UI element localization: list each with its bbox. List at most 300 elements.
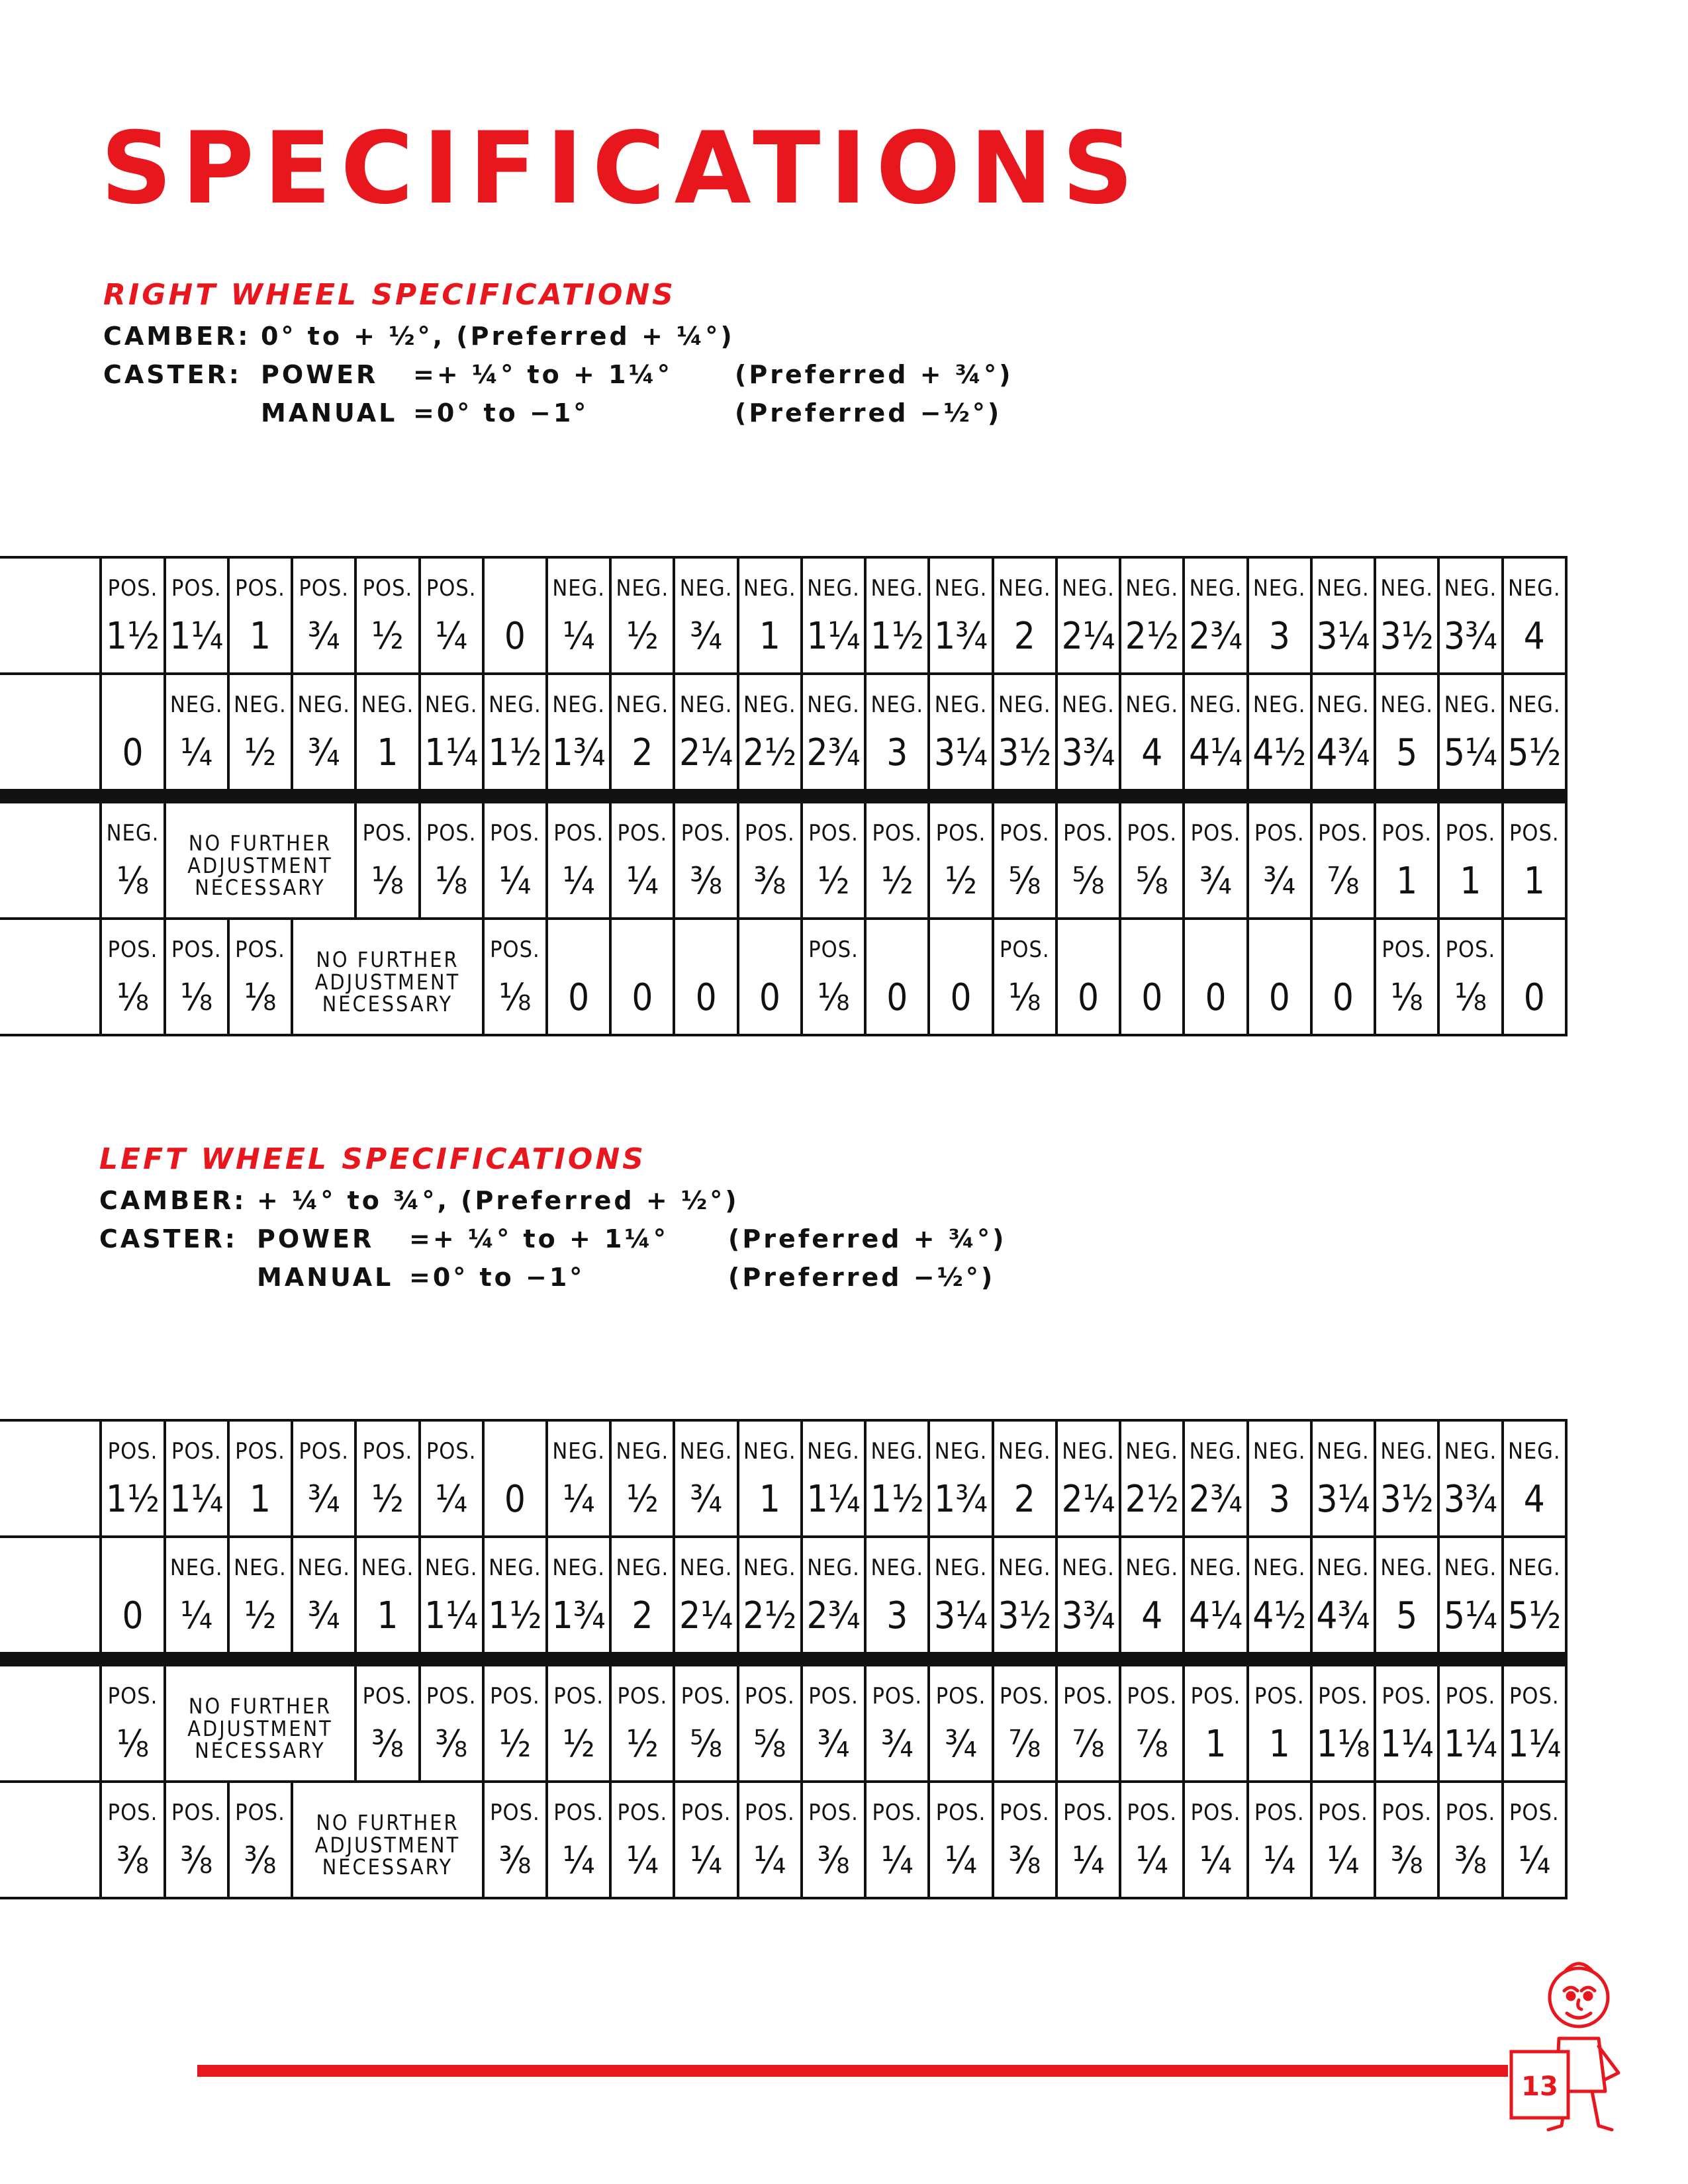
spec-cell xyxy=(228,674,292,796)
direction-label: POS. xyxy=(171,575,222,602)
direction-label: POS. xyxy=(107,575,158,602)
direction-label: NEG. xyxy=(169,1555,223,1581)
table-row xyxy=(0,796,1566,919)
nfa-line: NO FURTHER xyxy=(316,1810,459,1835)
degree-value: ⅛ xyxy=(371,860,404,903)
degree-value: 1 xyxy=(249,615,271,658)
right-manual-value: =0° to −1° xyxy=(413,398,589,428)
spec-cell xyxy=(420,1537,483,1659)
spec-cell xyxy=(1503,1537,1566,1659)
left-camber-value: + ¼° to ¾°, (Preferred + ½°) xyxy=(257,1186,739,1215)
direction-label: POS. xyxy=(1190,820,1241,846)
spec-cell xyxy=(547,557,610,674)
degree-value: ⅝ xyxy=(753,1723,786,1766)
degree-value: ¼ xyxy=(435,615,468,658)
spec-cell xyxy=(1438,1537,1502,1659)
spec-cell xyxy=(1438,796,1502,919)
degree-value: 0 xyxy=(1141,976,1163,1019)
spec-cell xyxy=(101,796,164,919)
spec-cell xyxy=(483,796,547,919)
spec-cell xyxy=(420,796,483,919)
spec-cell xyxy=(228,1537,292,1659)
direction-label: POS. xyxy=(171,1799,222,1826)
page-title: SPECIFICATIONS xyxy=(101,111,1143,226)
degree-value: 1¼ xyxy=(806,615,861,658)
nfa-line: NO FURTHER xyxy=(188,831,332,856)
no-further-adjustment-cell xyxy=(292,1782,483,1898)
spec-cell xyxy=(802,1537,865,1659)
spec-cell xyxy=(1248,674,1311,796)
degree-value: 1 xyxy=(249,1478,271,1521)
spec-cell xyxy=(1120,1659,1184,1782)
no-further-adjustment-text xyxy=(166,1696,355,1762)
spec-cell xyxy=(101,1420,164,1537)
degree-value: ⅝ xyxy=(1135,860,1168,903)
direction-label: NEG. xyxy=(424,1555,478,1581)
right-wheel-table xyxy=(0,556,1568,1036)
spec-cell xyxy=(1184,1420,1247,1537)
direction-label: NEG. xyxy=(743,692,796,718)
spec-cell xyxy=(1375,1420,1438,1537)
spec-cell xyxy=(674,1420,737,1537)
spec-cell xyxy=(929,796,992,919)
degree-value: ¼ xyxy=(562,860,595,903)
spec-cell xyxy=(483,1537,547,1659)
direction-label: NEG. xyxy=(870,1555,924,1581)
direction-label: POS. xyxy=(235,936,285,963)
spec-cell xyxy=(674,1659,737,1782)
direction-label: POS. xyxy=(1318,820,1368,846)
degree-value: ¼ xyxy=(562,1839,595,1882)
direction-label: NEG. xyxy=(998,1555,1051,1581)
degree-value: ¾ xyxy=(1263,860,1296,903)
direction-label: NEG. xyxy=(1189,692,1243,718)
spec-cell xyxy=(547,1537,610,1659)
spec-cell xyxy=(101,1537,164,1659)
direction-label: NEG. xyxy=(679,1555,733,1581)
spec-cell xyxy=(1248,1659,1311,1782)
direction-label: POS. xyxy=(1318,1799,1368,1826)
degree-value: ⅜ xyxy=(371,1723,404,1766)
direction-label: NEG. xyxy=(870,575,924,602)
spec-cell xyxy=(610,919,674,1035)
degree-value: 3¾ xyxy=(1443,1478,1497,1521)
degree-value: 4½ xyxy=(1252,731,1307,774)
direction-label: POS. xyxy=(235,1799,285,1826)
spec-cell xyxy=(483,1782,547,1898)
spec-cell xyxy=(228,1782,292,1898)
degree-value: 1 xyxy=(377,731,399,774)
spec-cell xyxy=(1503,674,1566,796)
degree-value: 0 xyxy=(1077,976,1100,1019)
spec-cell xyxy=(547,796,610,919)
left-camber-label: CAMBER: xyxy=(99,1186,247,1215)
no-further-adjustment-text xyxy=(293,949,482,1016)
direction-label: NEG. xyxy=(1507,692,1561,718)
spec-cell xyxy=(101,1782,164,1898)
degree-value: 1¼ xyxy=(1443,1723,1497,1766)
degree-value: 0 xyxy=(1523,976,1545,1019)
degree-value: 0 xyxy=(568,976,590,1019)
spec-cell xyxy=(802,919,865,1035)
spec-cell xyxy=(1056,1537,1120,1659)
degree-value: ⅛ xyxy=(1390,976,1423,1019)
spec-cell xyxy=(1184,1659,1247,1782)
spec-cell xyxy=(355,674,419,796)
direction-label: POS. xyxy=(745,1683,795,1709)
direction-label: NEG. xyxy=(1062,692,1115,718)
direction-label: NEG. xyxy=(1125,692,1179,718)
degree-value: 3¼ xyxy=(1316,615,1370,658)
direction-label: POS. xyxy=(808,1799,859,1826)
spec-cell xyxy=(1184,1537,1247,1659)
degree-value: 4¼ xyxy=(1189,1594,1243,1637)
direction-label: POS. xyxy=(235,1438,285,1465)
direction-label: POS. xyxy=(680,1683,731,1709)
spec-cell xyxy=(865,674,929,796)
degree-value: ⅛ xyxy=(435,860,468,903)
degree-value: ⅛ xyxy=(817,976,850,1019)
nfa-line: NECESSARY xyxy=(322,991,453,1017)
direction-label: NEG. xyxy=(1444,575,1497,602)
degree-value: 1¾ xyxy=(551,1594,606,1637)
degree-value: ¼ xyxy=(435,1478,468,1521)
direction-label: POS. xyxy=(426,1438,477,1465)
degree-value: 0 xyxy=(695,976,717,1019)
degree-value: 5¼ xyxy=(1443,731,1497,774)
degree-value: ½ xyxy=(244,1594,277,1637)
table-row xyxy=(0,674,1566,796)
direction-label: POS. xyxy=(553,1799,604,1826)
degree-value: ⅜ xyxy=(1008,1839,1041,1882)
degree-value: 0 xyxy=(759,976,780,1019)
spec-cell xyxy=(865,1537,929,1659)
direction-label: POS. xyxy=(299,1438,350,1465)
direction-label: NEG. xyxy=(1062,575,1115,602)
degree-value: 1¼ xyxy=(806,1478,861,1521)
direction-label: POS. xyxy=(935,1683,986,1709)
degree-value: ½ xyxy=(371,615,404,658)
degree-value: ¼ xyxy=(690,1839,723,1882)
degree-value: ½ xyxy=(244,731,277,774)
right-manual-label: MANUAL xyxy=(261,398,398,428)
spec-cell xyxy=(1375,557,1438,674)
degree-value: 1¼ xyxy=(1507,1723,1562,1766)
spec-cell xyxy=(1120,557,1184,674)
degree-value: 2 xyxy=(1013,1478,1035,1521)
degree-value: 4¾ xyxy=(1316,1594,1370,1637)
spec-cell xyxy=(738,1782,802,1898)
degree-value: ½ xyxy=(880,860,914,903)
direction-label: NEG. xyxy=(552,575,605,602)
right-wheel-heading: RIGHT WHEEL SPECIFICATIONS xyxy=(103,278,676,312)
right-power-label: POWER xyxy=(261,360,379,389)
degree-value: ½ xyxy=(626,1723,659,1766)
degree-value: 5¼ xyxy=(1443,1594,1497,1637)
spec-cell xyxy=(674,1782,737,1898)
degree-value: ⅝ xyxy=(1072,860,1105,903)
nfa-line: ADJUSTMENT xyxy=(314,969,461,995)
right-power-value: =+ ¼° to + 1¼° xyxy=(413,360,673,389)
left-wheel-table xyxy=(0,1419,1568,1899)
right-camber-label: CAMBER: xyxy=(103,322,251,351)
spec-cell xyxy=(101,557,164,674)
direction-label: POS. xyxy=(362,820,413,846)
left-power-value: =+ ¼° to + 1¼° xyxy=(409,1224,669,1253)
direction-label: POS. xyxy=(1509,1683,1560,1709)
degree-value: ½ xyxy=(626,615,659,658)
direction-label: POS. xyxy=(872,1683,923,1709)
spec-cell xyxy=(1248,919,1311,1035)
spec-cell xyxy=(355,1537,419,1659)
spec-cell xyxy=(865,1420,929,1537)
degree-value: 1½ xyxy=(106,1478,160,1521)
direction-label: POS. xyxy=(299,575,350,602)
degree-value: 4 xyxy=(1523,1478,1545,1521)
nfa-line: NO FURTHER xyxy=(188,1694,332,1719)
spec-cell xyxy=(1056,1659,1120,1782)
degree-value: 4½ xyxy=(1252,1594,1307,1637)
direction-label: NEG. xyxy=(1380,1438,1433,1465)
spec-cell xyxy=(1311,1537,1375,1659)
spec-cell xyxy=(1311,1420,1375,1537)
spec-cell xyxy=(1438,1782,1502,1898)
degree-value: 1½ xyxy=(106,615,160,658)
degree-value: 1 xyxy=(377,1594,399,1637)
degree-value: ⅜ xyxy=(1390,1839,1423,1882)
degree-value: ¾ xyxy=(307,1594,340,1637)
spec-cell xyxy=(101,1659,164,1782)
spec-cell xyxy=(355,1420,419,1537)
degree-value: 0 xyxy=(886,976,908,1019)
direction-label: NEG. xyxy=(1507,575,1561,602)
direction-label: POS. xyxy=(1254,1799,1305,1826)
no-further-adjustment-text xyxy=(166,833,355,899)
spec-cell xyxy=(420,1420,483,1537)
spec-cell xyxy=(993,796,1056,919)
direction-label: NEG. xyxy=(998,692,1051,718)
direction-label: NEG. xyxy=(616,1555,669,1581)
direction-label: POS. xyxy=(426,575,477,602)
degree-value: 2¾ xyxy=(806,731,861,774)
spec-cell xyxy=(483,557,547,674)
spec-cell xyxy=(993,674,1056,796)
degree-value: 2¾ xyxy=(806,1594,861,1637)
spec-cell xyxy=(802,1782,865,1898)
spec-cell xyxy=(1311,796,1375,919)
direction-label: POS. xyxy=(935,820,986,846)
spec-cell xyxy=(483,1659,547,1782)
spec-cell xyxy=(1120,919,1184,1035)
direction-label: NEG. xyxy=(616,575,669,602)
degree-value: ⅜ xyxy=(117,1839,149,1882)
spec-cell xyxy=(1375,1659,1438,1782)
degree-value: ⅛ xyxy=(244,976,277,1019)
row-gutter xyxy=(0,1537,101,1659)
direction-label: NEG. xyxy=(679,1438,733,1465)
direction-label: POS. xyxy=(680,820,731,846)
direction-label: NEG. xyxy=(1125,575,1179,602)
spec-cell xyxy=(1375,674,1438,796)
spec-cell xyxy=(993,557,1056,674)
no-further-adjustment-text xyxy=(293,1812,482,1879)
right-caster-label: CASTER: xyxy=(103,360,242,389)
degree-value: ¾ xyxy=(690,1478,723,1521)
degree-value: ¾ xyxy=(307,615,340,658)
direction-label: POS. xyxy=(872,820,923,846)
spec-cell xyxy=(292,1420,355,1537)
spec-cell xyxy=(1056,557,1120,674)
spec-cell xyxy=(610,557,674,674)
spec-cell xyxy=(929,1537,992,1659)
degree-value: ¼ xyxy=(1135,1839,1168,1882)
direction-label: NEG. xyxy=(870,1438,924,1465)
direction-label: POS. xyxy=(1063,1799,1113,1826)
spec-cell xyxy=(929,557,992,674)
degree-value: 3½ xyxy=(998,1594,1052,1637)
spec-cell xyxy=(738,1537,802,1659)
degree-value: 4 xyxy=(1141,731,1163,774)
degree-value: ¼ xyxy=(626,1839,659,1882)
direction-label: NEG. xyxy=(1507,1555,1561,1581)
degree-value: 2 xyxy=(632,731,653,774)
degree-value: 3 xyxy=(886,1594,908,1637)
degree-value: 2½ xyxy=(1125,1478,1179,1521)
spec-cell xyxy=(1375,1537,1438,1659)
degree-value: 3½ xyxy=(1380,1478,1434,1521)
direction-label: NEG. xyxy=(234,692,287,718)
direction-label: POS. xyxy=(362,1683,413,1709)
direction-label: POS. xyxy=(426,820,477,846)
direction-label: POS. xyxy=(490,820,540,846)
row-gutter xyxy=(0,674,101,796)
spec-cell xyxy=(355,1659,419,1782)
spec-cell xyxy=(993,1420,1056,1537)
direction-label: POS. xyxy=(872,1799,923,1826)
left-caster-label: CASTER: xyxy=(99,1224,238,1253)
degree-value: 1 xyxy=(1396,860,1418,903)
degree-value: 1¼ xyxy=(424,1594,479,1637)
degree-value: 3 xyxy=(886,731,908,774)
row-gutter xyxy=(0,557,101,674)
nfa-line: NO FURTHER xyxy=(316,947,459,972)
direction-label: NEG. xyxy=(807,575,860,602)
spec-cell xyxy=(547,919,610,1035)
degree-value: 3½ xyxy=(1380,615,1434,658)
direction-label: NEG. xyxy=(1189,1438,1243,1465)
direction-label: NEG. xyxy=(361,1555,414,1581)
degree-value: ¼ xyxy=(626,860,659,903)
direction-label: NEG. xyxy=(1317,575,1370,602)
direction-label: POS. xyxy=(1190,1683,1241,1709)
degree-value: ⅜ xyxy=(180,1839,213,1882)
direction-label: NEG. xyxy=(1444,692,1497,718)
direction-label: POS. xyxy=(1509,1799,1560,1826)
table-row xyxy=(0,1420,1566,1537)
degree-value: ¾ xyxy=(690,615,723,658)
direction-label: POS. xyxy=(1190,1799,1241,1826)
degree-value: ¼ xyxy=(1199,1839,1232,1882)
direction-label: POS. xyxy=(553,820,604,846)
direction-label: POS. xyxy=(171,1438,222,1465)
degree-value: ⅜ xyxy=(498,1839,532,1882)
spec-cell xyxy=(483,674,547,796)
direction-label: NEG. xyxy=(998,575,1051,602)
direction-label: NEG. xyxy=(679,692,733,718)
direction-label: POS. xyxy=(362,575,413,602)
degree-value: ½ xyxy=(562,1723,595,1766)
direction-label: NEG. xyxy=(1380,692,1433,718)
spec-cell xyxy=(674,919,737,1035)
spec-cell xyxy=(865,796,929,919)
degree-value: ¾ xyxy=(880,1723,914,1766)
degree-value: ½ xyxy=(817,860,850,903)
direction-label: POS. xyxy=(1318,1683,1368,1709)
spec-cell xyxy=(1438,919,1502,1035)
direction-label: POS. xyxy=(1509,820,1560,846)
direction-label: POS. xyxy=(490,1683,540,1709)
direction-label: NEG. xyxy=(934,692,988,718)
degree-value: ⅜ xyxy=(1454,1839,1487,1882)
degree-value: 4 xyxy=(1141,1594,1163,1637)
spec-cell xyxy=(1120,674,1184,796)
spec-cell xyxy=(1503,557,1566,674)
degree-value: 2¾ xyxy=(1189,1478,1243,1521)
spec-cell xyxy=(547,1782,610,1898)
degree-value: 1¼ xyxy=(424,731,479,774)
degree-value: 2½ xyxy=(743,731,797,774)
left-manual-label: MANUAL xyxy=(257,1263,394,1292)
degree-value: 2¼ xyxy=(679,731,733,774)
degree-value: 2 xyxy=(632,1594,653,1637)
direction-label: POS. xyxy=(999,1799,1050,1826)
spec-cell xyxy=(165,919,228,1035)
spec-cell xyxy=(993,1659,1056,1782)
direction-label: NEG. xyxy=(297,692,350,718)
direction-label: POS. xyxy=(1445,820,1496,846)
degree-value: 2 xyxy=(1013,615,1035,658)
degree-value: ¾ xyxy=(945,1723,977,1766)
degree-value: 1¼ xyxy=(1380,1723,1434,1766)
direction-label: POS. xyxy=(171,936,222,963)
degree-value: ¼ xyxy=(753,1839,786,1882)
degree-value: 1 xyxy=(1268,1723,1290,1766)
degree-value: 0 xyxy=(1205,976,1227,1019)
spec-cell xyxy=(738,674,802,796)
spec-cell xyxy=(1311,557,1375,674)
degree-value: ¼ xyxy=(1518,1839,1551,1882)
spec-cell xyxy=(1503,1659,1566,1782)
degree-value: 5 xyxy=(1396,1594,1418,1637)
degree-value: ⅛ xyxy=(1008,976,1041,1019)
degree-value: 1½ xyxy=(870,1478,924,1521)
direction-label: POS. xyxy=(617,1799,668,1826)
direction-label: NEG. xyxy=(870,692,924,718)
spec-cell xyxy=(610,1420,674,1537)
direction-label: POS. xyxy=(1254,1683,1305,1709)
spec-cell xyxy=(993,1782,1056,1898)
spec-cell xyxy=(929,1420,992,1537)
direction-label: POS. xyxy=(1382,820,1432,846)
direction-label: NEG. xyxy=(1444,1555,1497,1581)
direction-label: NEG. xyxy=(934,575,988,602)
direction-label: POS. xyxy=(617,1683,668,1709)
degree-value: 1¼ xyxy=(169,615,224,658)
direction-label: NEG. xyxy=(1062,1438,1115,1465)
direction-label: POS. xyxy=(1382,1683,1432,1709)
left-wheel-heading: LEFT WHEEL SPECIFICATIONS xyxy=(99,1142,646,1176)
direction-label: POS. xyxy=(1063,1683,1113,1709)
